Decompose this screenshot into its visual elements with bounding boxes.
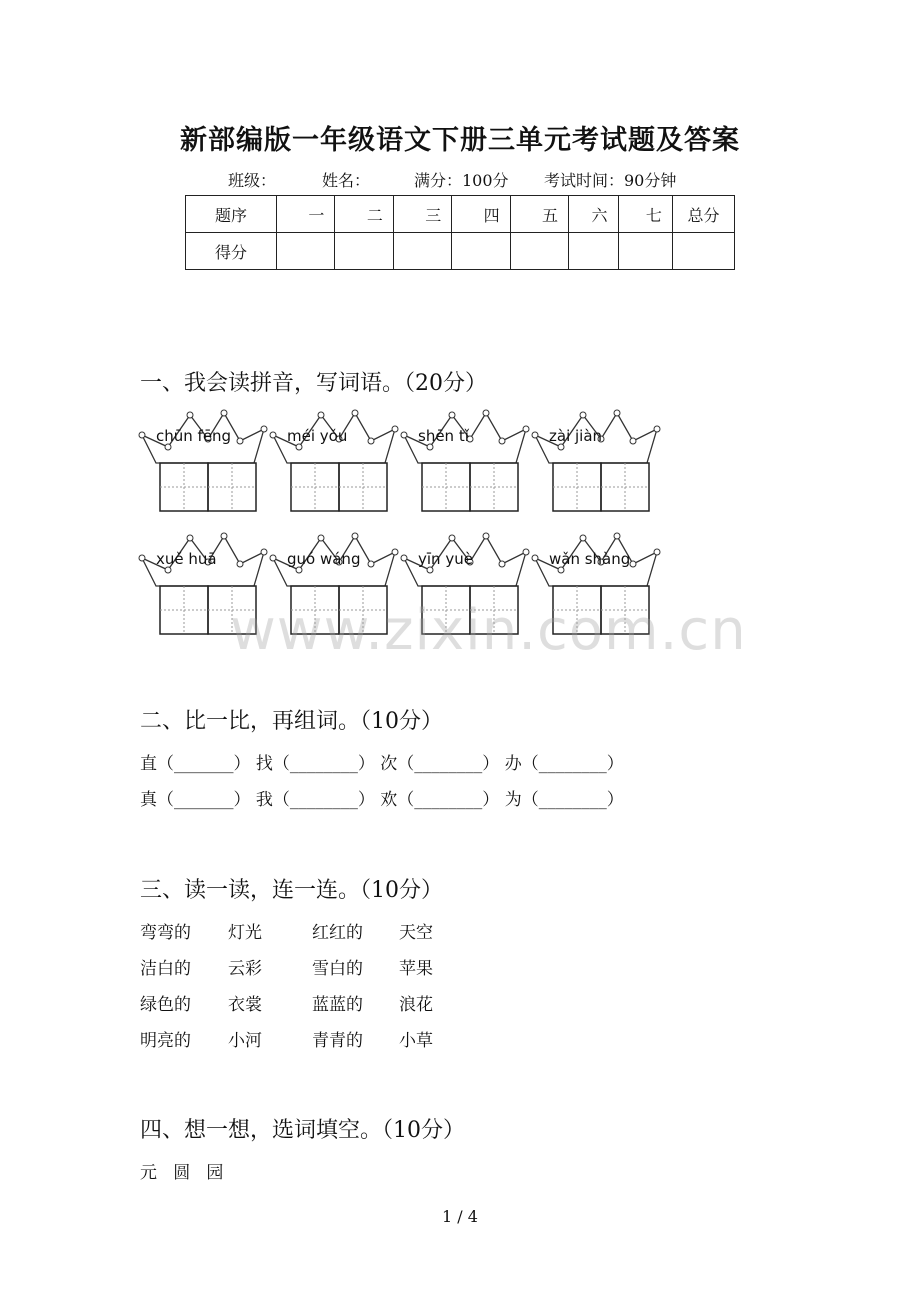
crown-writing-box [531,405,661,515]
crown-dot [318,535,324,541]
crown-dot [523,426,529,432]
crown-dot [401,555,407,561]
crown-dot [392,549,398,555]
table-header-cell: 四 [452,196,510,233]
crown-dot [499,561,505,567]
crown-dot [523,549,529,555]
crown-dot [139,432,145,438]
match-word[interactable]: 灯光 [228,923,262,943]
exam-time-label: 考试时间：90分钟 [544,171,677,190]
document-title: 新部编版一年级语文下册三单元考试题及答案 [180,125,740,156]
class-label: 班级： [228,171,277,190]
crown-dot [532,555,538,561]
crown-dot [580,535,586,541]
crown-dot [392,426,398,432]
crown-dot [483,410,489,416]
crown-dot [261,426,267,432]
table-header-cell: 三 [393,196,451,233]
table-header-cell: 五 [510,196,568,233]
match-word[interactable]: 雪白的 [312,959,363,979]
crown-writing-box [269,405,399,515]
score-table-score-row [186,233,735,270]
score-cell[interactable] [393,233,451,270]
match-word[interactable]: 小河 [228,1031,262,1051]
crown-dot [630,438,636,444]
word-compare-line: 真（_______） 我（________） 欢（________） 为（________） [140,790,624,810]
score-table-header-row [186,196,735,233]
match-word[interactable]: 蓝蓝的 [312,995,363,1015]
crown-dot [580,412,586,418]
section-2-title: 二、比一比，再组词。（10分） [140,709,443,734]
pinyin-label: yīn yuè [418,550,473,568]
score-cell[interactable] [510,233,568,270]
score-cell[interactable] [618,233,672,270]
crown-dot [261,549,267,555]
pinyin-label: méi yǒu [287,427,348,445]
match-word[interactable]: 弯弯的 [140,923,191,943]
pinyin-label: wǎn shàng [549,550,631,568]
score-cell[interactable] [335,233,393,270]
pinyin-crown-item [269,405,399,515]
match-word[interactable]: 明亮的 [140,1031,191,1051]
crown-dot [187,535,193,541]
crown-dot [187,412,193,418]
crown-dot [352,410,358,416]
crown-dot [614,533,620,539]
match-word[interactable]: 小草 [399,1031,433,1051]
match-word[interactable]: 衣裳 [228,995,262,1015]
table-header-cell: 二 [335,196,393,233]
page-number: 1 / 4 [442,1207,478,1226]
match-word[interactable]: 苹果 [399,959,433,979]
match-word[interactable]: 绿色的 [140,995,191,1015]
crown-writing-box [138,405,268,515]
crown-dot [221,533,227,539]
word-choices: 元 圆 园 [140,1163,224,1183]
table-header-cell: 七 [618,196,672,233]
pinyin-crown-item [138,405,268,515]
pinyin-label: zài jiàn [549,427,603,445]
section-3-title: 三、读一读，连一连。（10分） [140,878,443,903]
pinyin-crown-item [531,405,661,515]
pinyin-label: chūn fēng [156,427,232,445]
crown-dot [654,426,660,432]
section-4-title: 四、想一想，选词填空。（10分） [140,1118,465,1143]
match-word[interactable]: 云彩 [228,959,262,979]
crown-dot [368,561,374,567]
pinyin-label: xuě huā [156,550,217,568]
pinyin-crown-item [400,405,530,515]
table-header-cell: 六 [569,196,619,233]
crown-dot [449,412,455,418]
section-1-title: 一、我会读拼音，写词语。（20分） [140,371,487,396]
crown-dot [352,533,358,539]
match-word[interactable]: 洁白的 [140,959,191,979]
match-word[interactable]: 浪花 [399,995,433,1015]
score-cell[interactable] [452,233,510,270]
score-cell[interactable] [277,233,335,270]
crown-dot [139,555,145,561]
score-row-label: 得分 [186,233,277,270]
full-score-label: 满分：100分 [414,171,509,190]
crown-dot [499,438,505,444]
crown-dot [270,432,276,438]
crown-dot [532,432,538,438]
watermark: www.zixin.com.cn [230,598,747,663]
word-compare-line: 直（_______） 找（________） 次（________） 办（________） [140,754,624,774]
crown-dot [237,561,243,567]
crown-dot [614,410,620,416]
crown-dot [483,533,489,539]
crown-dot [318,412,324,418]
table-header-cell: 一 [277,196,335,233]
table-header-cell: 题序 [186,196,277,233]
crown-dot [237,438,243,444]
crown-dot [221,410,227,416]
score-cell[interactable] [569,233,619,270]
match-word[interactable]: 红红的 [312,923,363,943]
match-word[interactable]: 天空 [399,923,433,943]
crown-dot [270,555,276,561]
crown-dot [654,549,660,555]
crown-dot [449,535,455,541]
score-cell[interactable] [672,233,734,270]
name-label: 姓名： [322,171,371,190]
crown-dot [401,432,407,438]
pinyin-label: shēn tǐ [418,427,469,445]
table-header-cell: 总分 [672,196,734,233]
crown-dot [368,438,374,444]
crown-writing-box [400,405,530,515]
pinyin-label: guó wáng [287,550,361,568]
score-table [185,195,735,270]
crown-dot [630,561,636,567]
match-word[interactable]: 青青的 [312,1031,363,1051]
